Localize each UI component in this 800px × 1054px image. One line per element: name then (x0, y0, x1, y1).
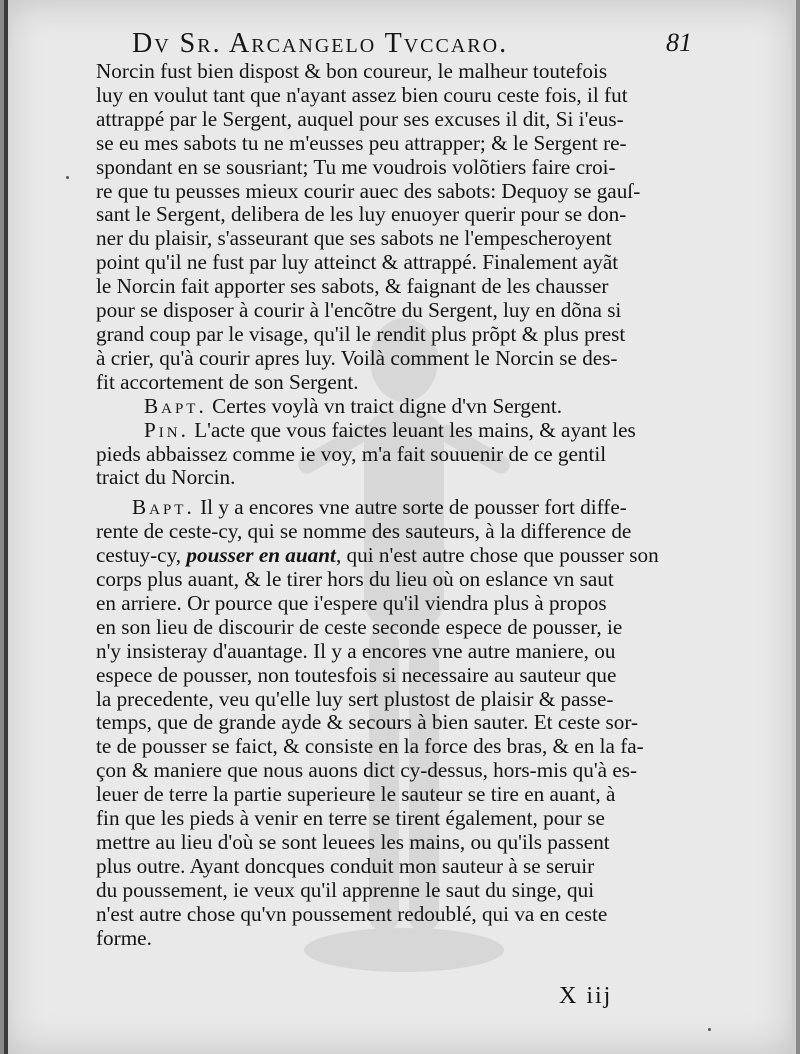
paper-speck (66, 176, 69, 179)
text-line: traict du Norcin. (96, 465, 236, 490)
text-line: n'est autre chose qu'vn poussement redoublé, qui va en ceste (96, 901, 608, 926)
speaker-pin: Pin. (144, 417, 189, 442)
text-line: à crier, qu'à courir apres luy. Voilà comment le Norcin se des- (96, 345, 618, 370)
signature-mark: X iij (559, 983, 613, 1009)
text-line: Norcin fust bien dispost & bon coureur, le malheur toutefois (96, 59, 608, 83)
text-line: mettre au lieu d'où se sont leuees les mains, ou qu'ils passent (96, 830, 610, 854)
bapt-long-first-text: Il y a encores vne autre sorte de pousser fort diffe- (200, 495, 627, 520)
text-line: plus outre. Ayant doncques conduit mon sauteur à se seruir (96, 853, 595, 878)
italic-term: pousser en auant (186, 543, 336, 568)
line3-post: , qui n'est autre chose que pousser son (335, 543, 659, 568)
bapt-short-line (96, 395, 696, 419)
text-line: la precedente, veu qu'elle luy sert plustost de plaisir & passe- (96, 686, 614, 711)
text-line: se eu mes sabots tu ne m'eusses peu attrapper; & le Sergent re- (96, 130, 627, 155)
bapt-long-first-line (96, 496, 696, 520)
speaker-bapt-2: Bapt. (132, 495, 195, 520)
book-page (4, 0, 796, 1054)
text-line: n'y insisteray d'auantage. Il y a encores vne autre maniere, ou (96, 638, 616, 663)
text-line-with-italic (96, 544, 696, 568)
text-line: te de pousser se faict, & consiste en la force des bras, & en la fa- (96, 734, 644, 759)
text-line: ner du plaisir, s'asseurant que ses sabots ne l'empescheroyent (96, 226, 612, 251)
text-line: çon & maniere que nous auons dict cy-dessus, hors-mis qu'à es- (96, 758, 638, 783)
page-header (132, 28, 692, 62)
speaker-bapt: Bapt. (144, 393, 207, 418)
text-line: spondant en se sousriant; Tu me voudrois volõtiers faire croi- (96, 154, 616, 179)
paper-speck (708, 1028, 711, 1031)
text-line: temps, que de grande ayde & secours à bien sauter. Et ceste sor- (96, 710, 639, 735)
text-line: rente de ceste-cy, qui se nomme des sauteurs, à la difference de (96, 519, 632, 544)
line3-pre: cestuy-cy, (96, 543, 182, 568)
narrative-paragraph (96, 60, 696, 395)
text-line: le Norcin fait apporter ses sabots, & faignant de les chausser (96, 274, 609, 299)
text-line: fit accortement de son Sergent. (96, 369, 359, 394)
text-line: grand coup par le visage, qu'il le rendit plus prõpt & plus prest (96, 321, 626, 346)
pin-paragraph (96, 443, 696, 491)
pin-first-text: L'acte que vous faictes leuant les mains, & ayant les (194, 417, 636, 442)
text-line: en son lieu de discourir de ceste seconde espece de pousser, ie (96, 614, 623, 639)
text-line: pour se disposer à courir à l'encõtre du Sergent, luy en dõna si (96, 298, 622, 323)
text-line: espece de pousser, non toutesfois si necessaire au sauteur que (96, 662, 617, 687)
text-line: corps plus auant, & le tirer hors du lieu où on eslance vn saut (96, 567, 614, 592)
body-text (96, 60, 696, 951)
text-line: point qu'il ne fust par luy atteinct & attrappé. Finalement ayãt (96, 250, 619, 275)
text-line: sant le Sergent, delibera de les luy enuoyer querir pour se don- (96, 202, 627, 227)
text-line: fin que les pieds à venir en terre se tirent également, pour se (96, 806, 605, 831)
pin-first-line (96, 419, 696, 443)
text-line: attrappé par le Sergent, auquel pour ses excuses il dit, Si i'eus- (96, 106, 624, 131)
text-line: luy en voulut tant que n'ayant assez bien couru ceste fois, il fut (96, 82, 628, 107)
text-line: forme. (96, 925, 152, 950)
page-right-edge (792, 0, 796, 1054)
bapt-long-paragraph (96, 568, 696, 951)
page-left-shadow (4, 0, 8, 1054)
text-line: leuer de terre la partie superieure le sauteur se tire en auant, à (96, 782, 616, 807)
text-line: re que tu peusses mieux courir auec des sabots: Dequoy se gauſ- (96, 178, 641, 203)
text-line: en arriere. Or pource que i'espere qu'il viendra plus à propos (96, 590, 607, 615)
text-line: du poussement, ie veux qu'il apprenne le saut du singe, qui (96, 877, 595, 902)
text-line: pieds abbaissez comme ie voy, m'a fait souuenir de ce gentil (96, 441, 607, 466)
running-head: Dv Sr. Arcangelo Tvccaro. (132, 28, 509, 59)
page-number: 81 (666, 28, 692, 57)
bapt-short-text: Certes voylà vn traict digne d'vn Sergent. (212, 393, 563, 418)
